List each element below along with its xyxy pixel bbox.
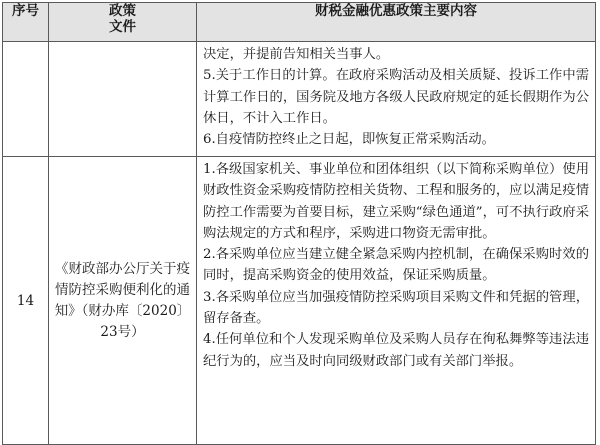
content-paragraph: 决定，并提前告知相关当事人。 <box>203 47 390 62</box>
row-policy-document: 《财政部办公厅关于疫情防控采购便利化的通知》（财办库〔2020〕23号） <box>49 157 197 445</box>
content-paragraph: 5.关于工作日的计算。在政府采购活动及相关质疑、投诉工作中需计算工作日的，国务院及地方各级人民政府规定的延长假期作为公休日，不计入工作日。 <box>203 68 589 126</box>
content-paragraph: 6.自疫情防控终止之日起，即恢复正常采购活动。 <box>203 132 495 148</box>
row-policy-document <box>49 42 197 157</box>
table-row <box>3 42 596 157</box>
table-header-row <box>3 3 596 42</box>
header-main-content: 财税金融优惠政策主要内容 <box>197 3 596 42</box>
row-serial-number <box>3 42 49 157</box>
content-paragraph: 4.任何单位和个人发现采购单位及采购人员存在徇私舞弊等违法违纪行为的，应当及时向同级财政部门或有关部门举报。 <box>203 332 589 369</box>
header-policy-document-line1: 政策 <box>109 3 136 19</box>
header-policy-document-line2: 文件 <box>109 19 136 35</box>
row-content <box>197 157 596 445</box>
table-row <box>3 157 596 445</box>
row-content <box>197 42 596 157</box>
header-serial-number: 序号 <box>3 3 49 42</box>
content-paragraph: 2.各采购单位应当建立健全紧急采购内控机制，在确保采购时效的同时，提高采购资金的使用效益，保证采购质量。 <box>203 247 589 284</box>
policy-table <box>2 2 596 445</box>
content-paragraph: 1.各级国家机关、事业单位和团体组织（以下简称采购单位）使用财政性资金采购疫情防控相关货物、工程和服务的，应以满足疫情防控工作需要为首要目标，建立采购“绿色通道”，可不执行政府采购法规定的方式和程序，采购进口物资无需审批。 <box>203 162 589 241</box>
header-policy-document <box>49 3 197 42</box>
content-paragraph: 3.各采购单位应当加强疫情防控采购项目采购文件和凭据的管理，留存备查。 <box>203 289 589 327</box>
row-serial-number: 14 <box>3 157 49 445</box>
